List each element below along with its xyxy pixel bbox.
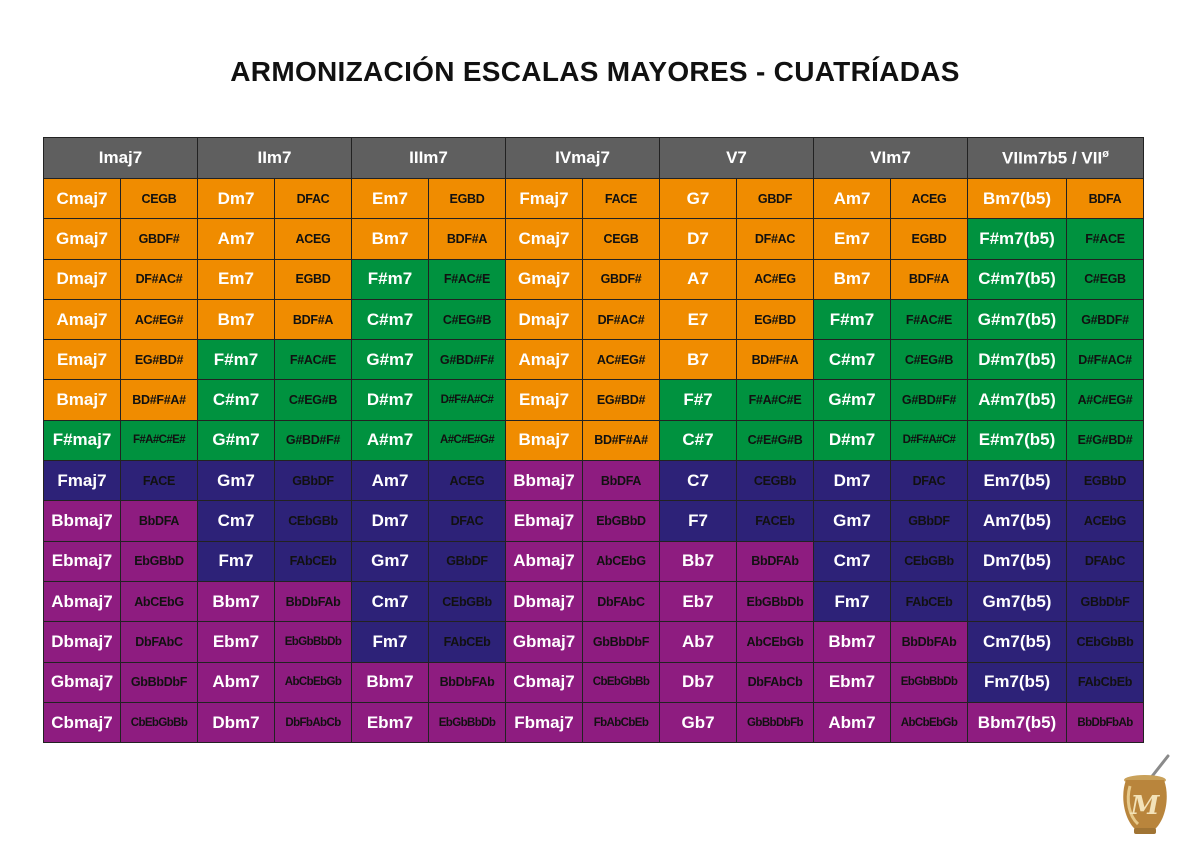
table-row [44, 340, 1144, 380]
table-row [44, 581, 1144, 621]
degree-header-3: IIIm7 [352, 138, 506, 179]
table-row [44, 179, 1144, 219]
chord-cell: A7 [660, 259, 737, 299]
notes-cell: F#AC#E [891, 299, 968, 339]
notes-cell: CEbGBb [891, 541, 968, 581]
notes-cell: E#G#BD# [1067, 420, 1144, 460]
notes-cell: GBbDF [429, 541, 506, 581]
chord-cell: Bbm7 [198, 581, 275, 621]
chord-cell: Gbmaj7 [506, 622, 583, 662]
chord-cell: Em7 [198, 259, 275, 299]
notes-cell: FAbCEb [891, 581, 968, 621]
notes-cell: DFAC [891, 461, 968, 501]
notes-cell: EGBD [429, 179, 506, 219]
notes-cell: CEGBb [737, 461, 814, 501]
notes-cell: ACEbG [1067, 501, 1144, 541]
notes-cell: DbFbAbCb [275, 702, 352, 742]
chord-cell: Fmaj7 [506, 179, 583, 219]
chord-cell: Cm7 [814, 541, 891, 581]
notes-cell: C#EG#B [275, 380, 352, 420]
chord-cell: Bm7 [198, 299, 275, 339]
chord-cell: F#m7(b5) [968, 219, 1067, 259]
notes-cell: GBDF# [583, 259, 660, 299]
chord-cell: F7 [660, 501, 737, 541]
notes-cell: DF#AC [737, 219, 814, 259]
notes-cell: A#C#E#G# [429, 420, 506, 460]
notes-cell: C#EG#B [891, 340, 968, 380]
chord-cell: Fbmaj7 [506, 702, 583, 742]
chord-cell: Am7 [352, 461, 429, 501]
chord-cell: C#m7(b5) [968, 259, 1067, 299]
notes-cell: C#EG#B [429, 299, 506, 339]
chord-cell: Cbmaj7 [44, 702, 121, 742]
chord-cell: Gbmaj7 [44, 662, 121, 702]
chord-cell: Ebm7 [814, 662, 891, 702]
notes-cell: BD#F#A# [121, 380, 198, 420]
chord-cell: G7 [660, 179, 737, 219]
chord-cell: Gmaj7 [506, 259, 583, 299]
chord-cell: Gmaj7 [44, 219, 121, 259]
notes-cell: AbCEbG [583, 541, 660, 581]
notes-cell: G#BD#F# [275, 420, 352, 460]
chord-cell: F#m7 [198, 340, 275, 380]
header-row [44, 138, 1144, 179]
chord-cell: Am7 [198, 219, 275, 259]
chord-cell: F#m7 [814, 299, 891, 339]
chord-cell: Bbmaj7 [506, 461, 583, 501]
notes-cell: F#ACE [1067, 219, 1144, 259]
chord-cell: Em7 [352, 179, 429, 219]
notes-cell: GbBbDbF [583, 622, 660, 662]
chord-cell: Bb7 [660, 541, 737, 581]
notes-cell: G#BD#F# [891, 380, 968, 420]
chord-cell: F#m7 [352, 259, 429, 299]
notes-cell: EbGBbD [583, 501, 660, 541]
chord-cell: C#m7 [352, 299, 429, 339]
notes-cell: BbDFA [583, 461, 660, 501]
chord-cell: Ebmaj7 [44, 541, 121, 581]
table-row [44, 259, 1144, 299]
chord-cell: C#m7 [198, 380, 275, 420]
notes-cell: CEbGBb [275, 501, 352, 541]
chord-cell: Cm7 [352, 581, 429, 621]
table-row [44, 420, 1144, 460]
chord-cell: Fmaj7 [44, 461, 121, 501]
chord-cell: D#m7 [352, 380, 429, 420]
degree-header-2: IIm7 [198, 138, 352, 179]
chord-cell: Bmaj7 [506, 420, 583, 460]
notes-cell: FACEb [737, 501, 814, 541]
chord-cell: Gm7(b5) [968, 581, 1067, 621]
chord-cell: Bm7 [352, 219, 429, 259]
logo-letter: M [1130, 791, 1160, 821]
half-diminished-symbol: ø [1102, 147, 1109, 160]
notes-cell: G#BDF# [1067, 299, 1144, 339]
notes-cell: BbDFAb [737, 541, 814, 581]
chord-cell: Ebm7 [198, 622, 275, 662]
chord-cell: Fm7 [198, 541, 275, 581]
notes-cell: AbCEbG [121, 581, 198, 621]
notes-cell: DbFAbCb [737, 662, 814, 702]
notes-cell: DF#AC# [121, 259, 198, 299]
chord-cell: Bbm7 [352, 662, 429, 702]
notes-cell: CbEbGbBb [583, 662, 660, 702]
notes-cell: DbFAbC [583, 581, 660, 621]
degree-header-7 [968, 138, 1144, 179]
notes-cell: GBDF# [121, 219, 198, 259]
notes-cell: D#F#AC# [1067, 340, 1144, 380]
notes-cell: FAbCbEb [1067, 662, 1144, 702]
notes-cell: EGBD [891, 219, 968, 259]
notes-cell: BbDFA [121, 501, 198, 541]
notes-cell: ACEG [429, 461, 506, 501]
notes-cell: DFAC [429, 501, 506, 541]
notes-cell: GBbDF [275, 461, 352, 501]
notes-cell: EbGbBbDb [891, 662, 968, 702]
notes-cell: BD#F#A [737, 340, 814, 380]
chord-cell: Dmaj7 [44, 259, 121, 299]
chord-cell: Em7 [814, 219, 891, 259]
notes-cell: EGBbD [1067, 461, 1144, 501]
table-row [44, 299, 1144, 339]
chord-cell: C#m7 [814, 340, 891, 380]
chord-cell: D#m7(b5) [968, 340, 1067, 380]
notes-cell: AC#EG# [121, 299, 198, 339]
chord-cell: E7 [660, 299, 737, 339]
degree-header-6: VIm7 [814, 138, 968, 179]
notes-cell: EG#BD [737, 299, 814, 339]
notes-cell: AbCEbGb [737, 622, 814, 662]
chord-cell: Abm7 [198, 662, 275, 702]
notes-cell: BbDbFAb [429, 662, 506, 702]
notes-cell: DF#AC# [583, 299, 660, 339]
chord-cell: Am7(b5) [968, 501, 1067, 541]
notes-cell: GBDF [737, 179, 814, 219]
notes-cell: ACEG [275, 219, 352, 259]
harmonization-table [43, 137, 1144, 743]
notes-cell: BDF#A [891, 259, 968, 299]
notes-cell: GbBbDbFb [737, 702, 814, 742]
chord-cell: Dm7 [352, 501, 429, 541]
degree-header-5: V7 [660, 138, 814, 179]
chord-cell: Dm7(b5) [968, 541, 1067, 581]
chord-cell: D#m7 [814, 420, 891, 460]
chord-cell: C7 [660, 461, 737, 501]
chord-cell: F#7 [660, 380, 737, 420]
notes-cell: CEbGBb [429, 581, 506, 621]
notes-cell: CEbGbBb [1067, 622, 1144, 662]
notes-cell: A#C#EG# [1067, 380, 1144, 420]
degree-header-7-label: VIIm7b5 / VII [1002, 148, 1103, 168]
table-row [44, 702, 1144, 742]
notes-cell: GBbDbF [1067, 581, 1144, 621]
notes-cell: F#A#C#E# [121, 420, 198, 460]
notes-cell: BbDbFAb [275, 581, 352, 621]
notes-cell: BbDbFbAb [1067, 702, 1144, 742]
mate-gourd-icon [1116, 750, 1176, 838]
table-body [44, 179, 1144, 743]
chord-cell: Dbmaj7 [506, 581, 583, 621]
notes-cell: FAbCEb [429, 622, 506, 662]
chord-cell: Fm7 [352, 622, 429, 662]
notes-cell: CbEbGbBb [121, 702, 198, 742]
notes-cell: G#BD#F# [429, 340, 506, 380]
table-row [44, 380, 1144, 420]
notes-cell: GbBbDbF [121, 662, 198, 702]
table-row [44, 219, 1144, 259]
notes-cell: FACE [121, 461, 198, 501]
chord-cell: Dmaj7 [506, 299, 583, 339]
notes-cell: BbDbFAb [891, 622, 968, 662]
notes-cell: F#AC#E [429, 259, 506, 299]
chord-cell: Cmaj7 [44, 179, 121, 219]
chord-cell: D7 [660, 219, 737, 259]
chord-cell: Fm7(b5) [968, 662, 1067, 702]
chord-cell: E#m7(b5) [968, 420, 1067, 460]
chord-cell: Gb7 [660, 702, 737, 742]
notes-cell: EbGbBbDb [429, 702, 506, 742]
chord-cell: Ebmaj7 [506, 501, 583, 541]
chord-cell: Gm7 [814, 501, 891, 541]
chord-cell: Fm7 [814, 581, 891, 621]
notes-cell: FAbCEb [275, 541, 352, 581]
chord-cell: Amaj7 [506, 340, 583, 380]
chord-cell: Dbmaj7 [44, 622, 121, 662]
chord-cell: Bbmaj7 [44, 501, 121, 541]
notes-cell: DFAC [275, 179, 352, 219]
chord-cell: Gm7 [198, 461, 275, 501]
notes-cell: EG#BD# [583, 380, 660, 420]
notes-cell: AC#EG [737, 259, 814, 299]
chord-cell: Bm7(b5) [968, 179, 1067, 219]
chord-cell: Abmaj7 [44, 581, 121, 621]
notes-cell: D#F#A#C# [891, 420, 968, 460]
chord-cell: Amaj7 [44, 299, 121, 339]
notes-cell: FbAbCbEb [583, 702, 660, 742]
notes-cell: EbGBbD [121, 541, 198, 581]
degree-header-1: Imaj7 [44, 138, 198, 179]
chord-cell: A#m7(b5) [968, 380, 1067, 420]
chord-cell: B7 [660, 340, 737, 380]
chord-cell: Am7 [814, 179, 891, 219]
chord-cell: Abm7 [814, 702, 891, 742]
chord-cell: Db7 [660, 662, 737, 702]
notes-cell: EG#BD# [121, 340, 198, 380]
notes-cell: FACE [583, 179, 660, 219]
notes-cell: CEGB [121, 179, 198, 219]
chord-cell: Emaj7 [506, 380, 583, 420]
notes-cell: DFAbC [1067, 541, 1144, 581]
chord-cell: Bbm7(b5) [968, 702, 1067, 742]
notes-cell: EbGBbDb [737, 581, 814, 621]
notes-cell: ACEG [891, 179, 968, 219]
chord-cell: Ab7 [660, 622, 737, 662]
chord-cell: Cmaj7 [506, 219, 583, 259]
degree-header-4: IVmaj7 [506, 138, 660, 179]
notes-cell: C#E#G#B [737, 420, 814, 460]
chord-cell: Dm7 [198, 179, 275, 219]
notes-cell: D#F#A#C# [429, 380, 506, 420]
notes-cell: F#AC#E [275, 340, 352, 380]
notes-cell: C#EGB [1067, 259, 1144, 299]
notes-cell: EbGbBbDb [275, 622, 352, 662]
notes-cell: AbCbEbGb [891, 702, 968, 742]
table-row [44, 501, 1144, 541]
table-row [44, 461, 1144, 501]
notes-cell: DbFAbC [121, 622, 198, 662]
chord-cell: Cbmaj7 [506, 662, 583, 702]
chord-cell: Cm7(b5) [968, 622, 1067, 662]
chord-cell: G#m7(b5) [968, 299, 1067, 339]
chord-cell: A#m7 [352, 420, 429, 460]
notes-cell: CEGB [583, 219, 660, 259]
notes-cell: BD#F#A# [583, 420, 660, 460]
chord-cell: Ebm7 [352, 702, 429, 742]
table-row [44, 662, 1144, 702]
chord-cell: C#7 [660, 420, 737, 460]
table-row [44, 622, 1144, 662]
chord-cell: Em7(b5) [968, 461, 1067, 501]
notes-cell: BDF#A [429, 219, 506, 259]
chord-cell: Bm7 [814, 259, 891, 299]
table-row [44, 541, 1144, 581]
chord-cell: Dbm7 [198, 702, 275, 742]
chord-cell: G#m7 [814, 380, 891, 420]
chord-cell: Cm7 [198, 501, 275, 541]
chord-cell: Abmaj7 [506, 541, 583, 581]
notes-cell: BDF#A [275, 299, 352, 339]
chord-cell: Eb7 [660, 581, 737, 621]
chord-cell: Bbm7 [814, 622, 891, 662]
page-title: ARMONIZACIÓN ESCALAS MAYORES - CUATRÍADAS [230, 56, 960, 87]
chord-cell: G#m7 [352, 340, 429, 380]
chord-cell: G#m7 [198, 420, 275, 460]
chord-cell: Bmaj7 [44, 380, 121, 420]
notes-cell: BDFA [1067, 179, 1144, 219]
chord-cell: F#maj7 [44, 420, 121, 460]
chord-cell: Gm7 [352, 541, 429, 581]
notes-cell: AbCbEbGb [275, 662, 352, 702]
notes-cell: F#A#C#E [737, 380, 814, 420]
notes-cell: EGBD [275, 259, 352, 299]
chord-cell: Emaj7 [44, 340, 121, 380]
notes-cell: GBbDF [891, 501, 968, 541]
notes-cell: AC#EG# [583, 340, 660, 380]
chord-cell: Dm7 [814, 461, 891, 501]
